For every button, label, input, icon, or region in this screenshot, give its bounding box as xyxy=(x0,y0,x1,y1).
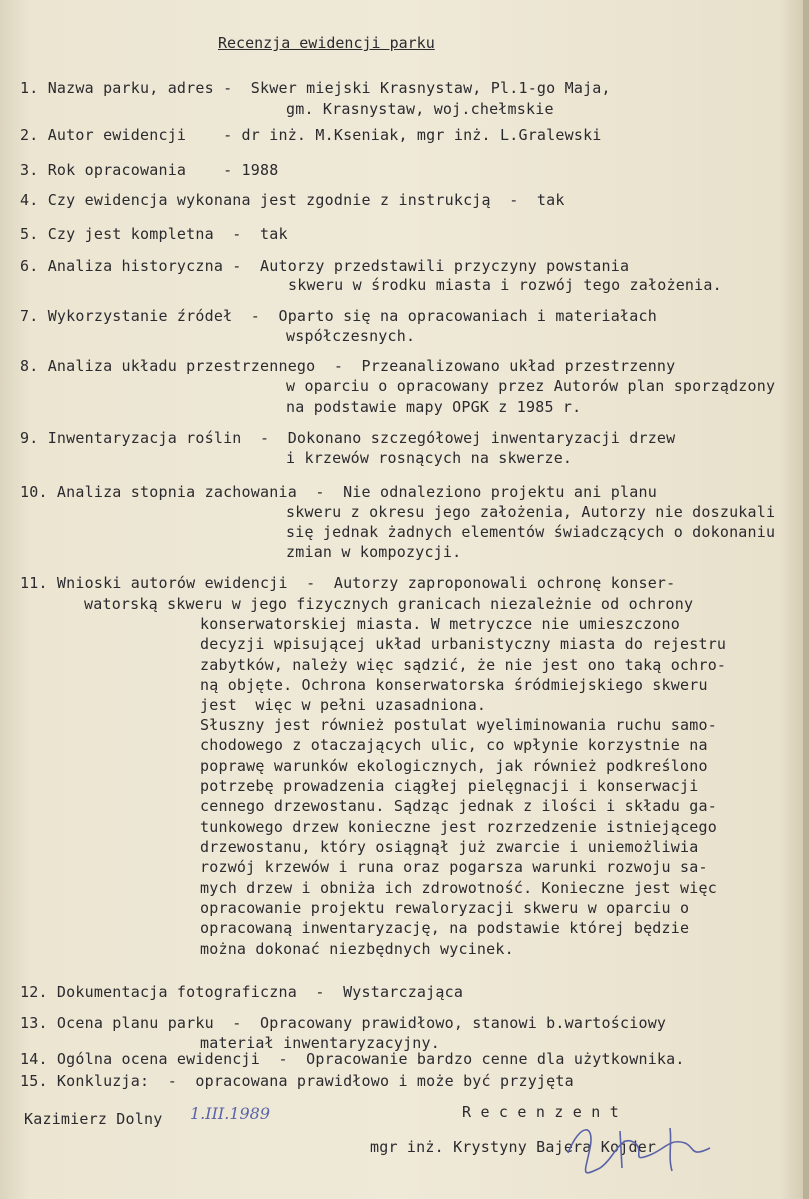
item-6-line-1: 6. Analiza historyczna - Autorzy przedstawili przyczyny powstania xyxy=(20,257,630,275)
item-3: 3. Rok opracowania - 1988 xyxy=(20,161,279,179)
item-11-line-5: zabytków, należy więc sądzić, że nie jest ono taką ochro- xyxy=(200,656,727,674)
item-7-line-2: współczesnych. xyxy=(286,327,416,345)
item-11-line-19: można dokonać niezbędnych wycinek. xyxy=(200,940,514,958)
item-7-line-1: 7. Wykorzystanie źródeł - Oparto się na opracowaniach i materiałach xyxy=(20,307,657,325)
item-11-line-13: tunkowego drzew konieczne jest rozrzedzenie istniejącego xyxy=(200,818,717,836)
item-2: 2. Autor ewidencji - dr inż. M.Kseniak, mgr inż. L.Gralewski xyxy=(20,126,602,144)
item-11-line-2: watorską skweru w jego fizycznych granicach niezależnie od ochrony xyxy=(84,595,694,613)
item-10-line-1: 10. Analiza stopnia zachowania - Nie odnaleziono projektu ani planu xyxy=(20,483,657,501)
item-13-line-2: materiał inwentaryzacyjny. xyxy=(200,1034,440,1052)
item-10-line-4: zmian w kompozycji. xyxy=(286,543,462,561)
item-11-line-6: ną objęte. Ochrona konserwatorska śródmiejskiego skweru xyxy=(200,676,708,694)
item-11-line-11: potrzebę prowadzenia ciągłej pielęgnacji i konserwacji xyxy=(200,777,699,795)
reviewer-name: mgr inż. Krystyny Bajera Kojder xyxy=(370,1138,657,1156)
item-11-line-1: 11. Wnioski autorów ewidencji - Autorzy zaproponowali ochronę konser- xyxy=(20,574,676,592)
item-11-line-18: opracowaną inwentaryzację, na podstawie której będzie xyxy=(200,919,690,937)
item-4: 4. Czy ewidencja wykonana jest zgodnie z instrukcją - tak xyxy=(20,191,565,209)
item-5: 5. Czy jest kompletna - tak xyxy=(20,225,288,243)
item-12: 12. Dokumentacja fotograficzna - Wystarczająca xyxy=(20,983,464,1001)
item-8-line-3: na podstawie mapy OPGK z 1985 r. xyxy=(286,398,582,416)
item-8-line-1: 8. Analiza układu przestrzennego - Przeanalizowano układ przestrzenny xyxy=(20,357,676,375)
item-15: 15. Konkluzja: - opracowana prawidłowo i może być przyjęta xyxy=(20,1072,574,1090)
item-13-line-1: 13. Ocena planu parku - Opracowany prawidłowo, stanowi b.wartościowy xyxy=(20,1014,667,1032)
item-6-line-2: skweru w środku miasta i rozwój tego założenia. xyxy=(288,276,722,294)
item-11-line-15: rozwój krzewów i runa oraz pogarsza warunki rozwoju sa- xyxy=(200,858,708,876)
item-11-line-8: Słuszny jest również postulat wyeliminowania ruchu samo- xyxy=(200,716,717,734)
document-title: Recenzja ewidencji parku xyxy=(218,34,435,52)
reviewer-label: R e c e n z e n t xyxy=(462,1103,619,1121)
item-10-line-2: skweru z okresu jego założenia, Autorzy nie doszukali xyxy=(286,503,776,521)
item-8-line-2: w oparciu o opracowany przez Autorów plan sporządzony xyxy=(286,377,776,395)
item-11-line-4: decyzji wpisującej układ urbanistyczny miasta do rejestru xyxy=(200,635,727,653)
item-9-line-2: i krzewów rosnących na skwerze. xyxy=(286,449,573,467)
item-9-line-1: 9. Inwentaryzacja roślin - Dokonano szczegółowej inwentaryzacji drzew xyxy=(20,429,676,447)
handwritten-date: 1.III.1989 xyxy=(190,1104,271,1123)
item-11-line-12: cennego drzewostanu. Sądząc jednak z ilości i składu ga- xyxy=(200,797,717,815)
item-11-line-9: chodowego z otaczających ulic, co wpłynie korzystnie na xyxy=(200,736,708,754)
item-1-line-2: gm. Krasnystaw, woj.chełmskie xyxy=(286,100,554,118)
item-14: 14. Ogólna ocena ewidencji - Opracowanie bardzo cenne dla użytkownika. xyxy=(20,1050,685,1068)
item-11-line-16: mych drzew i obniża ich zdrowotność. Konieczne jest więc xyxy=(200,879,717,897)
handwritten-signature xyxy=(560,1113,730,1183)
item-11-line-10: poprawę warunków ekologicznych, jak również podkreślono xyxy=(200,757,708,775)
item-11-line-17: opracowanie projektu rewaloryzacji skweru w oparciu o xyxy=(200,899,690,917)
item-11-line-7: jest więc w pełni uzasadniona. xyxy=(200,696,487,714)
item-10-line-3: się jednak żadnych elementów świadczących o dokonaniu xyxy=(286,523,776,541)
page-edge xyxy=(803,0,809,1199)
place-name: Kazimierz Dolny xyxy=(24,1110,163,1128)
item-11-line-14: drzewostanu, który osiągnął już zwarcie i uniemożliwia xyxy=(200,838,699,856)
item-1-line-1: 1. Nazwa parku, adres - Skwer miejski Krasnystaw, Pl.1-go Maja, xyxy=(20,79,611,97)
item-11-line-3: konserwatorskiej miasta. W metryczce nie umieszczono xyxy=(200,615,680,633)
